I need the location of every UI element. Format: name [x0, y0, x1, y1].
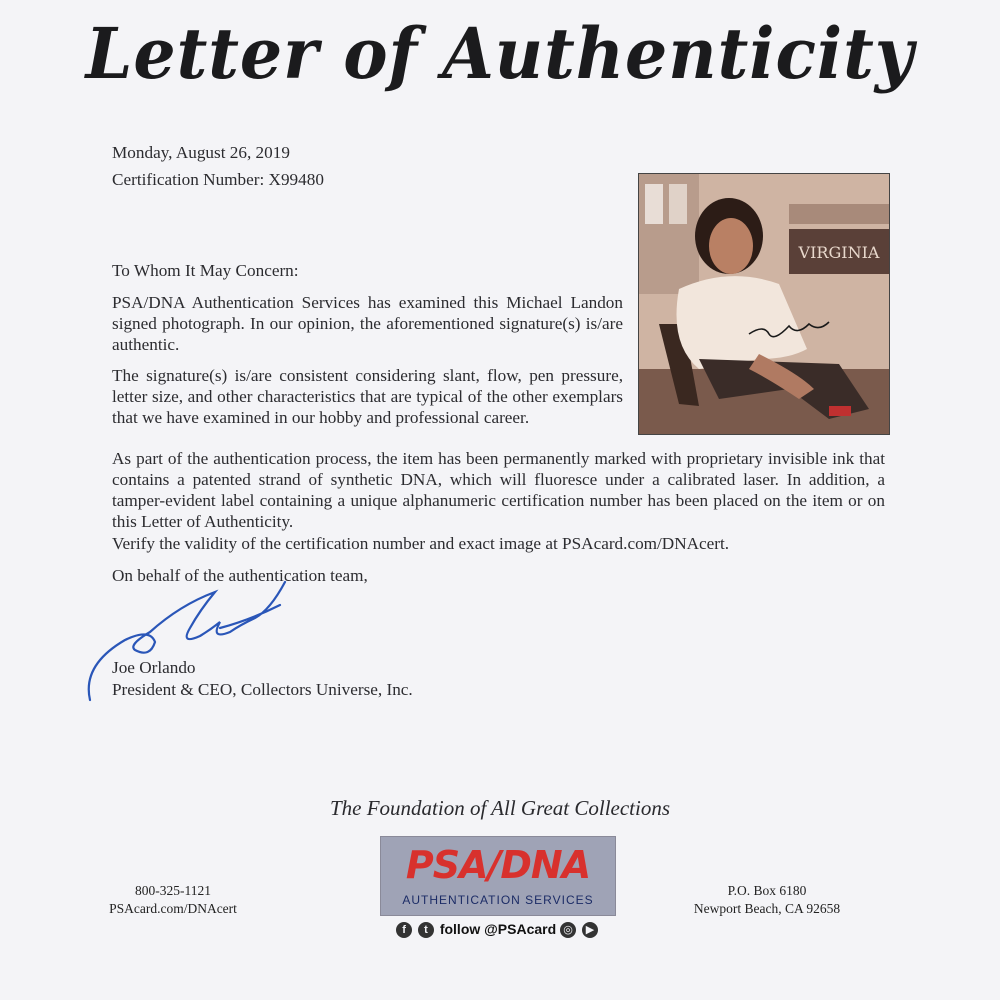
paragraph-examination: PSA/DNA Authentication Services has examined this Michael Landon signed photograph. In our opinion, the aforementioned signature(s) is/are authentic.	[112, 293, 623, 354]
facebook-icon[interactable]: f	[396, 922, 412, 938]
footer-tagline: The Foundation of All Great Collections	[329, 796, 671, 820]
paragraph-dna-marking: As part of the authentication process, the item has been permanently marked with proprietary invisible ink that contains a patented strand of synthetic DNA, which will fluoresce under a calibrated laser. In addition, a tamper-evident label containing a unique alphanumeric certification number has been placed on the item or on this Letter of Authenticity.	[112, 449, 885, 531]
signer-name: Joe Orlando	[112, 658, 196, 677]
website-link[interactable]: PSAcard.com/DNAcert	[109, 901, 237, 916]
youtube-icon[interactable]: ▶	[582, 922, 598, 938]
twitter-icon[interactable]: t	[418, 922, 434, 938]
photo-sign-text: VIRGINIA	[798, 243, 880, 262]
paragraph-signature-consistency: The signature(s) is/are consistent considering slant, flow, pen pressure, letter size, and other characteristics that are typical of the other exemplars that we have examined in our hobby and professional career.	[112, 366, 623, 427]
social-bar	[380, 921, 616, 938]
salutation: To Whom It May Concern:	[112, 261, 299, 280]
paragraph-verify: Verify the validity of the certification number and exact image at PSAcard.com/DNAcert.	[112, 534, 730, 553]
letter-title: Letter of Authenticity	[85, 12, 915, 95]
logo-sub-text: AUTHENTICATION SERVICES	[402, 893, 594, 907]
signed-photograph	[638, 173, 890, 435]
po-box: P.O. Box 6180	[727, 883, 807, 898]
signer-title: President & CEO, Collectors Universe, Inc.	[112, 680, 413, 699]
social-handle[interactable]: follow @PSAcard	[439, 921, 557, 937]
city-address: Newport Beach, CA 92658	[693, 901, 841, 916]
phone-number: 800-325-1121	[135, 883, 211, 898]
logo-main-text: PSA/DNA	[405, 843, 591, 887]
contact-right	[672, 882, 862, 918]
psa-dna-logo	[380, 836, 616, 916]
contact-left	[108, 882, 238, 918]
closing-line: On behalf of the authentication team,	[112, 566, 368, 585]
letter-date: Monday, August 26, 2019	[112, 143, 290, 162]
instagram-icon[interactable]: ◎	[560, 922, 576, 938]
certification-number: Certification Number: X99480	[112, 170, 324, 189]
